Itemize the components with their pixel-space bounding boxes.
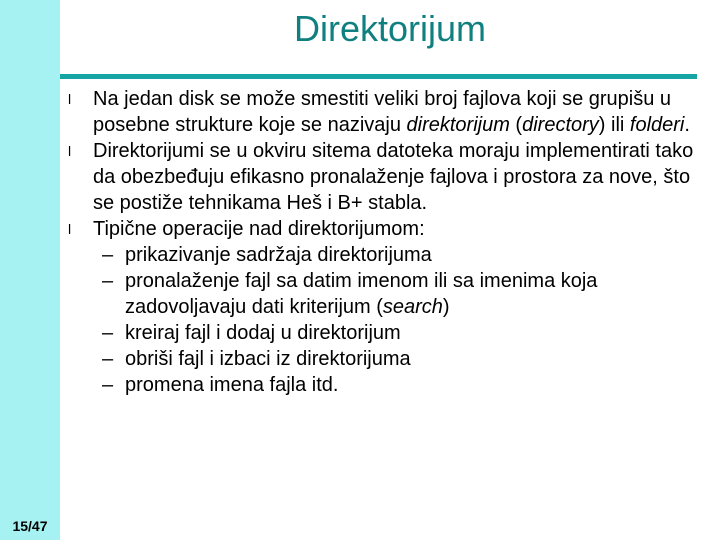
subbullet-text: prikazivanje sadržaja direktorijuma <box>125 244 432 266</box>
subbullet-marker: – <box>102 374 114 396</box>
bullet-text: Na jedan disk se može smestiti veliki broj fajlova koji se grupišu u posebne strukture koje se nazivaju direktorijum (directory) ili folderi. <box>93 88 690 136</box>
bullet-marker: l <box>68 91 72 107</box>
subbullet-marker: – <box>102 322 114 344</box>
subbullet-marker: – <box>102 348 114 370</box>
bullet-text: Direktorijumi se u okviru sitema datoteka moraju implementirati tako da obezbeđuju efikasno pronalaženje fajlova i prostora za nove, što se postiže tehnikama Heš i B+ stabla. <box>93 140 694 214</box>
title-divider <box>60 74 697 79</box>
slide-title: Direktorijum <box>293 8 487 49</box>
bullet-item-1 <box>60 86 700 138</box>
bullet-text: Tipične operacije nad direktorijumom: <box>93 218 425 240</box>
subbullet-marker: – <box>102 244 114 266</box>
subbullet-item-3 <box>60 320 700 346</box>
subbullet-item-4 <box>60 346 700 372</box>
subbullet-item-1 <box>60 242 700 268</box>
bullet-marker: l <box>68 221 72 237</box>
subbullet-marker: – <box>102 270 114 292</box>
bullet-marker: l <box>68 143 72 159</box>
subbullet-text: kreiraj fajl i dodaj u direktorijum <box>125 322 401 344</box>
subbullet-text: pronalaženje fajl sa datim imenom ili sa imenima koja zadovoljavaju dati kriterijum (search) <box>125 270 598 318</box>
slide-content <box>60 86 700 398</box>
subbullet-item-2 <box>60 268 700 320</box>
subbullet-text: promena imena fajla itd. <box>125 374 339 396</box>
subbullet-text: obriši fajl i izbaci iz direktorijuma <box>125 348 411 370</box>
left-sidebar <box>0 0 60 540</box>
subbullet-item-5 <box>60 372 700 398</box>
page-number: 15/47 <box>12 518 48 534</box>
bullet-item-3 <box>60 216 700 242</box>
bullet-item-2 <box>60 138 700 216</box>
